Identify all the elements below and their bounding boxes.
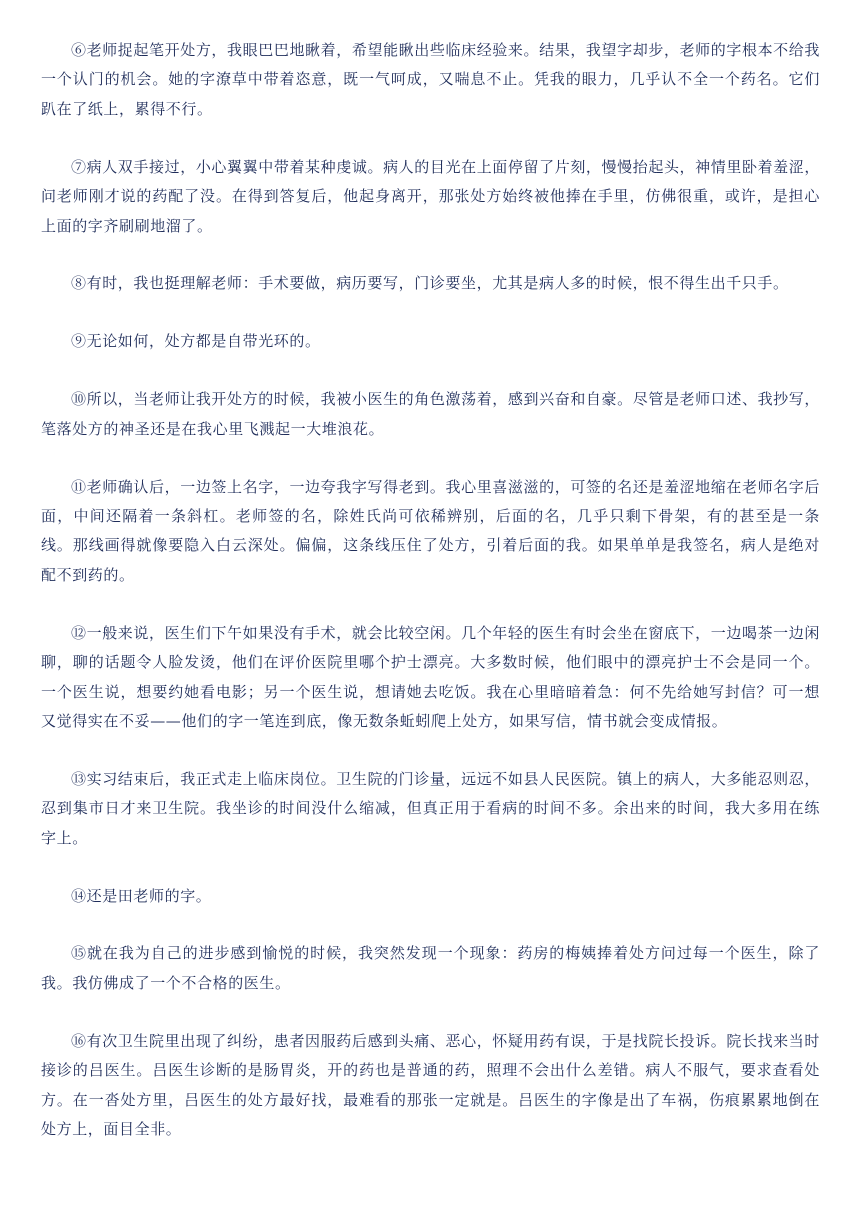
paragraph-8: ⑧有时，我也挺理解老师：手术要做，病历要写，门诊要坐，尤其是病人多的时候，恨不得生出千只手。 xyxy=(71,274,789,293)
paragraph-16: ⑯有次卫生院里出现了纠纷，患者因服药后感到头痛、恶心，怀疑用药有误，于是找院长投诉。院长找来当时接诊的吕医生。吕医生诊断的是肠胃炎，开的药也是普通的药，照理不会出什么差错。病人不服气，要求查看处方。在一沓处方里，吕医生的处方最好找，最难看的那张一定就是。吕医生的字像是出了车祸，伤痕累累地倒在处方上，面目全非。 xyxy=(41,1031,820,1138)
paragraph-12: ⑫一般来说，医生们下午如果没有手术，就会比较空闲。几个年轻的医生有时会坐在窗底下，一边喝茶一边闲聊，聊的话题令人脸发烫，他们在评价医院里哪个护士漂亮。大多数时候，他们眼中的漂亮护士不会是同一个。一个医生说，想要约她看电影；另一个医生说，想请她去吃饭。我在心里暗暗着急：何不先给她写封信？可一想又觉得实在不妥——他们的字一笔连到底，像无数条蚯蚓爬上处方，如果写信，情书就会变成情报。 xyxy=(41,623,820,730)
paragraph-10: ⑩所以，当老师让我开处方的时候，我被小医生的角色激荡着，感到兴奋和自豪。尽管是老师口述、我抄写，笔落处方的神圣还是在我心里飞溅起一大堆浪花。 xyxy=(41,390,820,438)
paragraph-7: ⑦病人双手接过，小心翼翼中带着某种虔诚。病人的目光在上面停留了片刻，慢慢抬起头，神情里卧着羞涩，问老师刚才说的药配了没。在得到答复后，他起身离开，那张处方始终被他捧在手里，仿佛很重，或许，是担心上面的字齐刷刷地溜了。 xyxy=(41,157,820,235)
paragraph-15: ⑮就在我为自己的进步感到愉悦的时候，我突然发现一个现象：药房的梅姨捧着处方问过每一个医生，除了我。我仿佛成了一个不合格的医生。 xyxy=(41,944,820,992)
paragraph-9: ⑨无论如何，处方都是自带光环的。 xyxy=(71,332,321,351)
article-body xyxy=(41,36,820,1173)
paragraph-6: ⑥老师捉起笔开处方，我眼巴巴地瞅着，希望能瞅出些临床经验来。结果，我望字却步，老师的字根本不给我一个认门的机会。她的字潦草中带着恣意，既一气呵成，又喘息不止。凭我的眼力，几乎认不全一个药名。它们趴在了纸上，累得不行。 xyxy=(41,41,820,118)
paragraph-13: ⑬实习结束后，我正式走上临床岗位。卫生院的门诊量，远远不如县人民医院。镇上的病人，大多能忍则忍，忍到集市日才来卫生院。我坐诊的时间没什么缩减，但真正用于看病的时间不多。余出来的时间，我大多用在练字上。 xyxy=(41,769,820,847)
paragraph-14: ⑭还是田老师的字。 xyxy=(71,886,212,905)
paragraph-11: ⑪老师确认后，一边签上名字，一边夸我字写得老到。我心里喜滋滋的，可签的名还是羞涩地缩在老师名字后面，中间还隔着一条斜杠。老师签的名，除姓氏尚可依稀辨别，后面的名，几乎只剩下骨架，有的甚至是一条线。那线画得就像要隐入白云深处。偏偏，这条线压住了处方，引着后面的我。如果单单是我签名，病人是绝对配不到药的。 xyxy=(41,477,820,584)
